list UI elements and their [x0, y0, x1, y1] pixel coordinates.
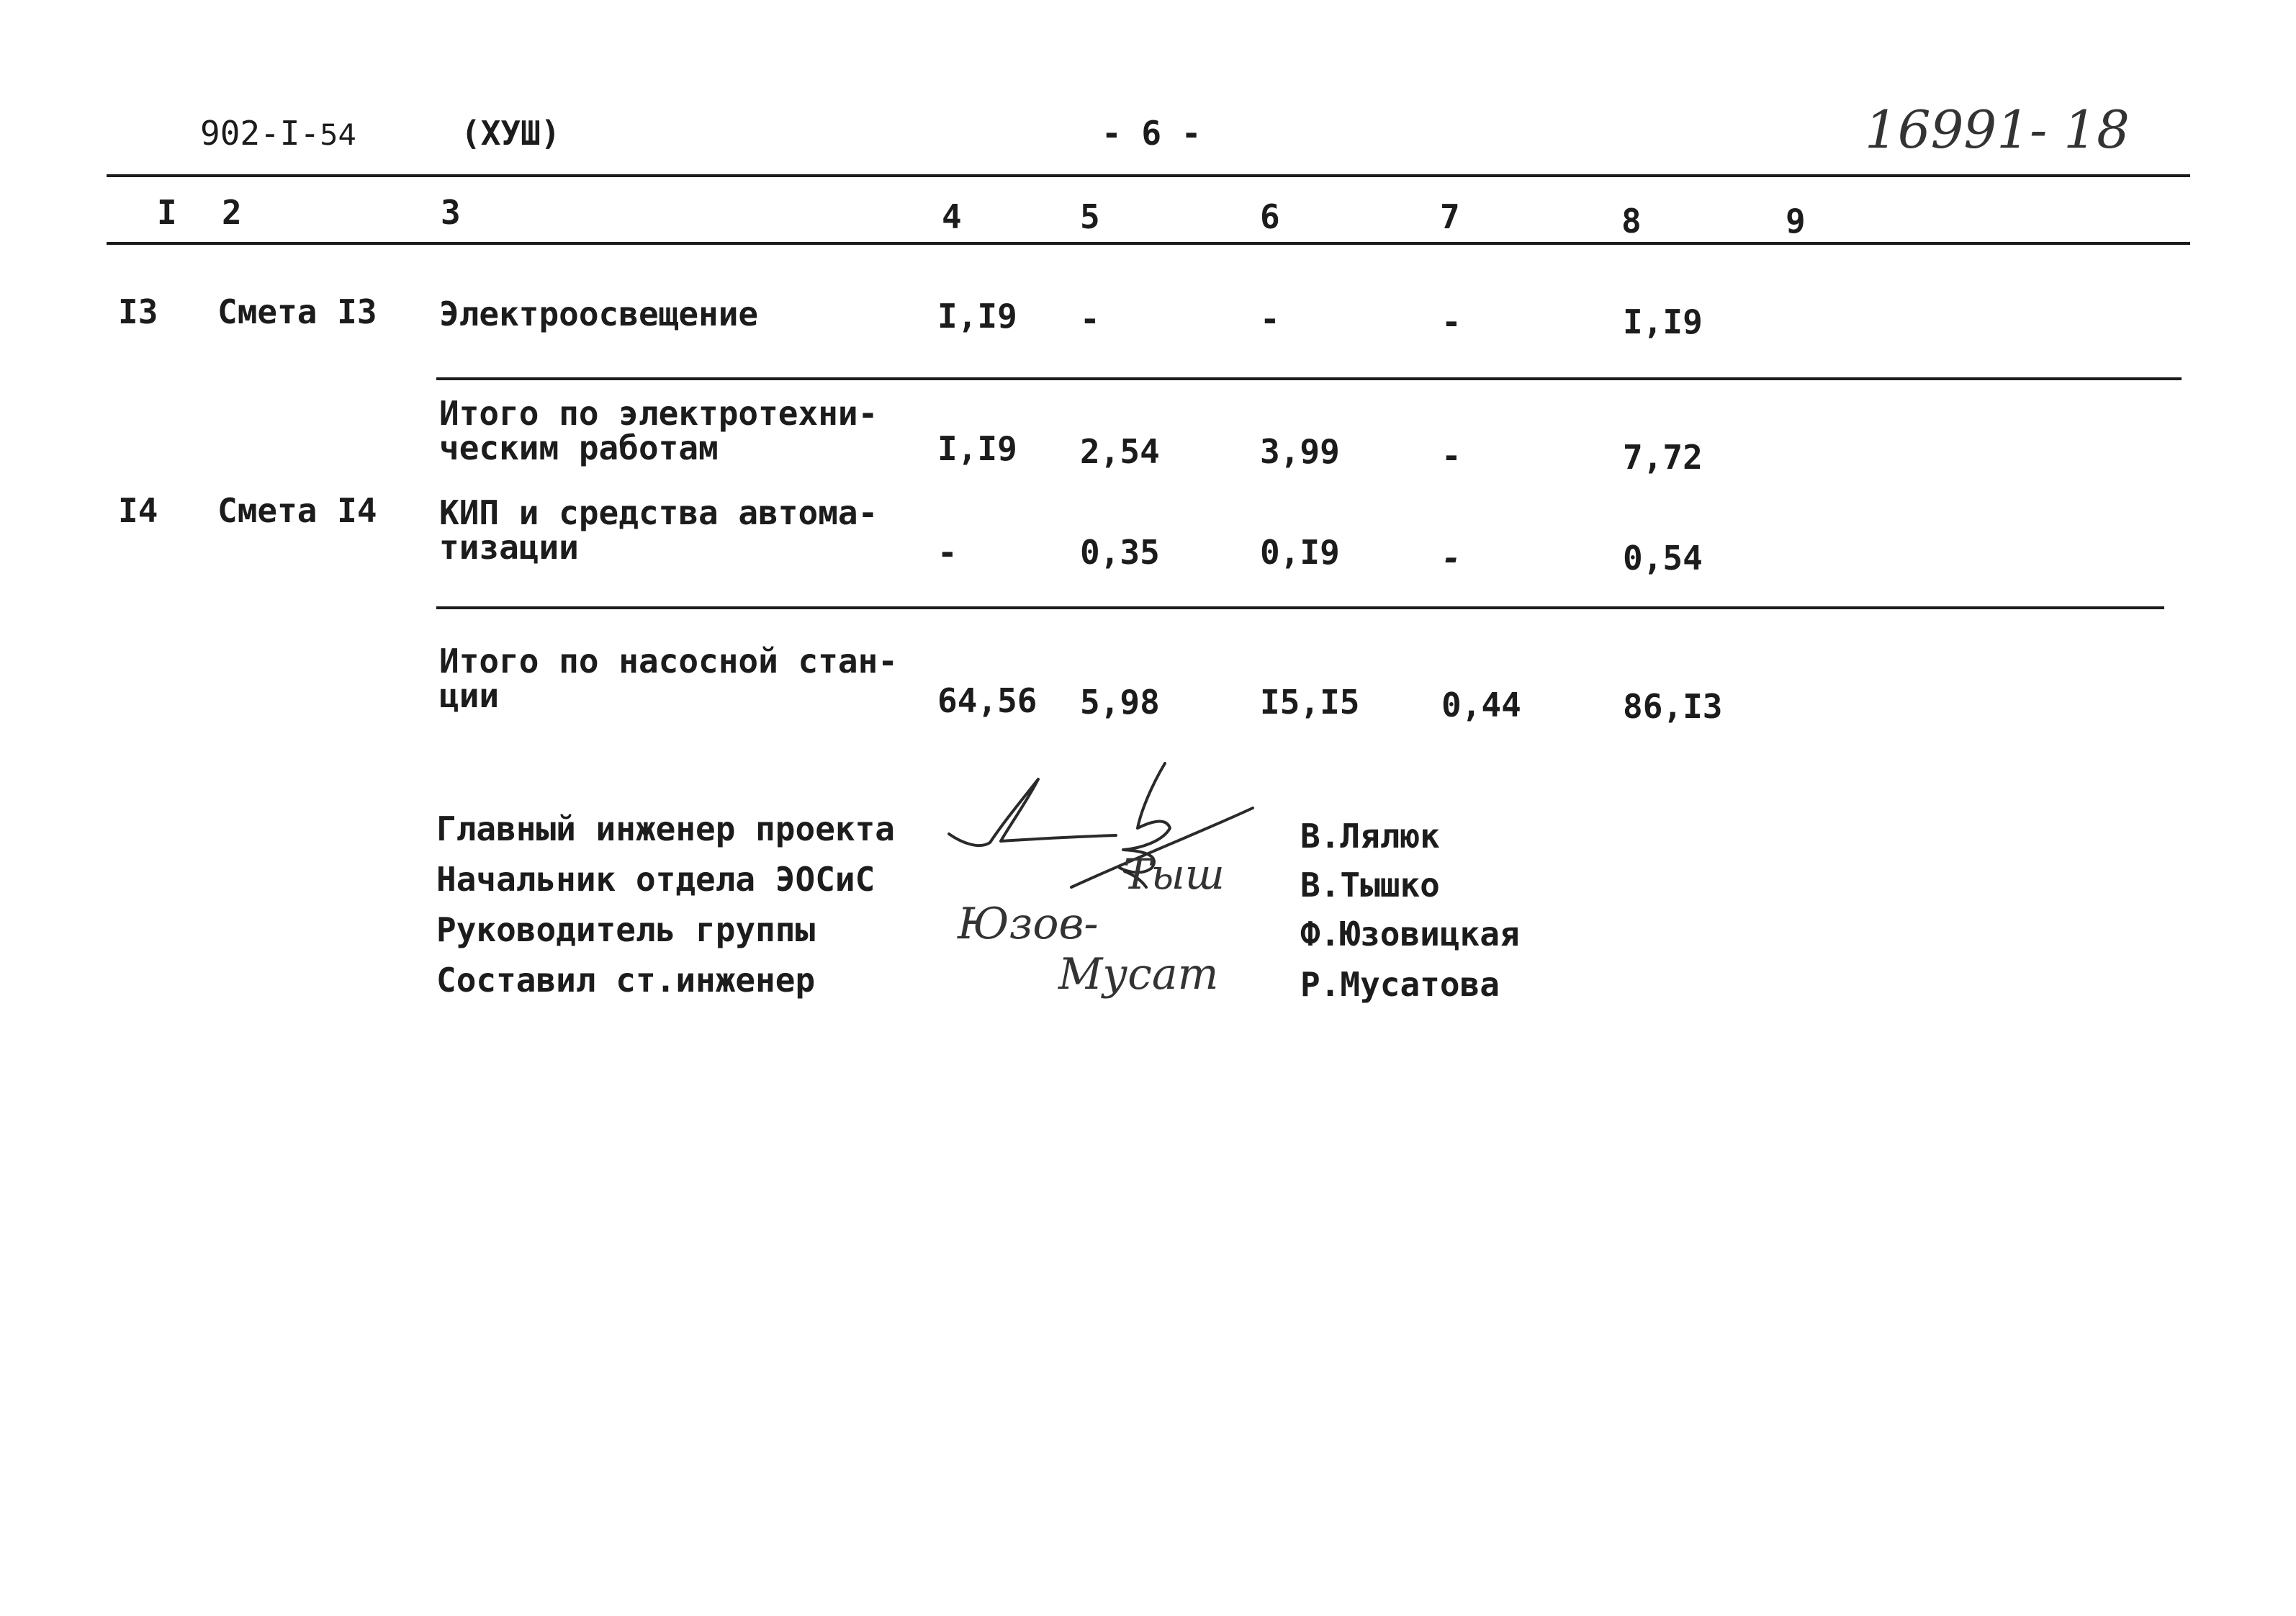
signatory-role: Руководитель группы	[436, 910, 816, 949]
column-header-8: 8	[1621, 202, 1642, 241]
column-header-5: 5	[1080, 197, 1100, 236]
page-number: - 6 -	[1102, 114, 1202, 153]
cell-col-4: 64,56	[937, 681, 1037, 720]
cell-col-8: 7,72	[1623, 438, 1703, 477]
document-code-suffix: 54	[320, 119, 357, 152]
estimate-label: Смета I3	[217, 292, 377, 331]
cell-col-8: I,I9	[1623, 302, 1703, 341]
archive-number: 16991- 18	[1865, 99, 2130, 160]
signatory-name: В.Тышко	[1300, 866, 1440, 904]
row-number: I3	[118, 292, 158, 331]
cell-col-5: 2,54	[1080, 432, 1160, 471]
cell-col-4: I,I9	[937, 297, 1017, 336]
signatory-name: Ф.Юзовицкая	[1300, 915, 1520, 953]
section-number: (ХУШ)	[461, 114, 561, 153]
cell-col-7: -	[1441, 436, 1462, 475]
signature-yuzovitskaya: Юзов-	[958, 899, 1099, 949]
column-header-7: 7	[1440, 197, 1460, 236]
column-header-2: 2	[222, 193, 242, 232]
column-header-3: 3	[441, 193, 461, 232]
item-name: КИП и средства автома- тизации	[439, 493, 878, 567]
column-header-4: 4	[942, 197, 962, 236]
cell-col-5: 0,35	[1080, 533, 1160, 572]
item-name: Итого по насосной стан- ции	[439, 642, 898, 715]
signature-tyshko: Тыш	[1123, 850, 1225, 899]
signatory-name: В.Лялюк	[1300, 817, 1440, 856]
cell-col-5: -	[1080, 300, 1100, 338]
signatory-role: Составил ст.инженер	[436, 961, 816, 1000]
signature-musatova: Мусат	[1058, 949, 1219, 1000]
column-header-1: I	[157, 193, 177, 232]
cell-col-7: -	[1441, 302, 1462, 341]
cell-col-7: -	[1441, 539, 1462, 578]
column-header-9: 9	[1786, 202, 1806, 241]
cell-col-7: 0,44	[1441, 686, 1521, 724]
column-header-6: 6	[1260, 197, 1280, 236]
item-name: Итого по электротехни- ческим работам	[439, 394, 878, 467]
row-number: I4	[118, 491, 158, 530]
cell-col-8: 86,I3	[1623, 687, 1723, 726]
estimate-label: Смета I4	[217, 491, 377, 530]
cell-col-8: 0,54	[1623, 539, 1703, 578]
cell-col-6: -	[1260, 300, 1280, 338]
cell-col-6: 0,I9	[1260, 533, 1340, 572]
signatory-name: Р.Мусатова	[1300, 965, 1500, 1004]
cell-col-5: 5,98	[1080, 683, 1160, 722]
signatory-role: Главный инженер проекта	[436, 809, 895, 848]
cell-col-6: 3,99	[1260, 432, 1340, 471]
item-name: Электроосвещение	[439, 295, 759, 333]
signatory-role: Начальник отдела ЭОСиС	[436, 860, 875, 899]
cell-col-4: -	[937, 533, 958, 572]
document-code-prefix: 902-I-	[200, 114, 320, 153]
cell-col-4: I,I9	[937, 429, 1017, 468]
cell-col-6: I5,I5	[1260, 683, 1360, 722]
